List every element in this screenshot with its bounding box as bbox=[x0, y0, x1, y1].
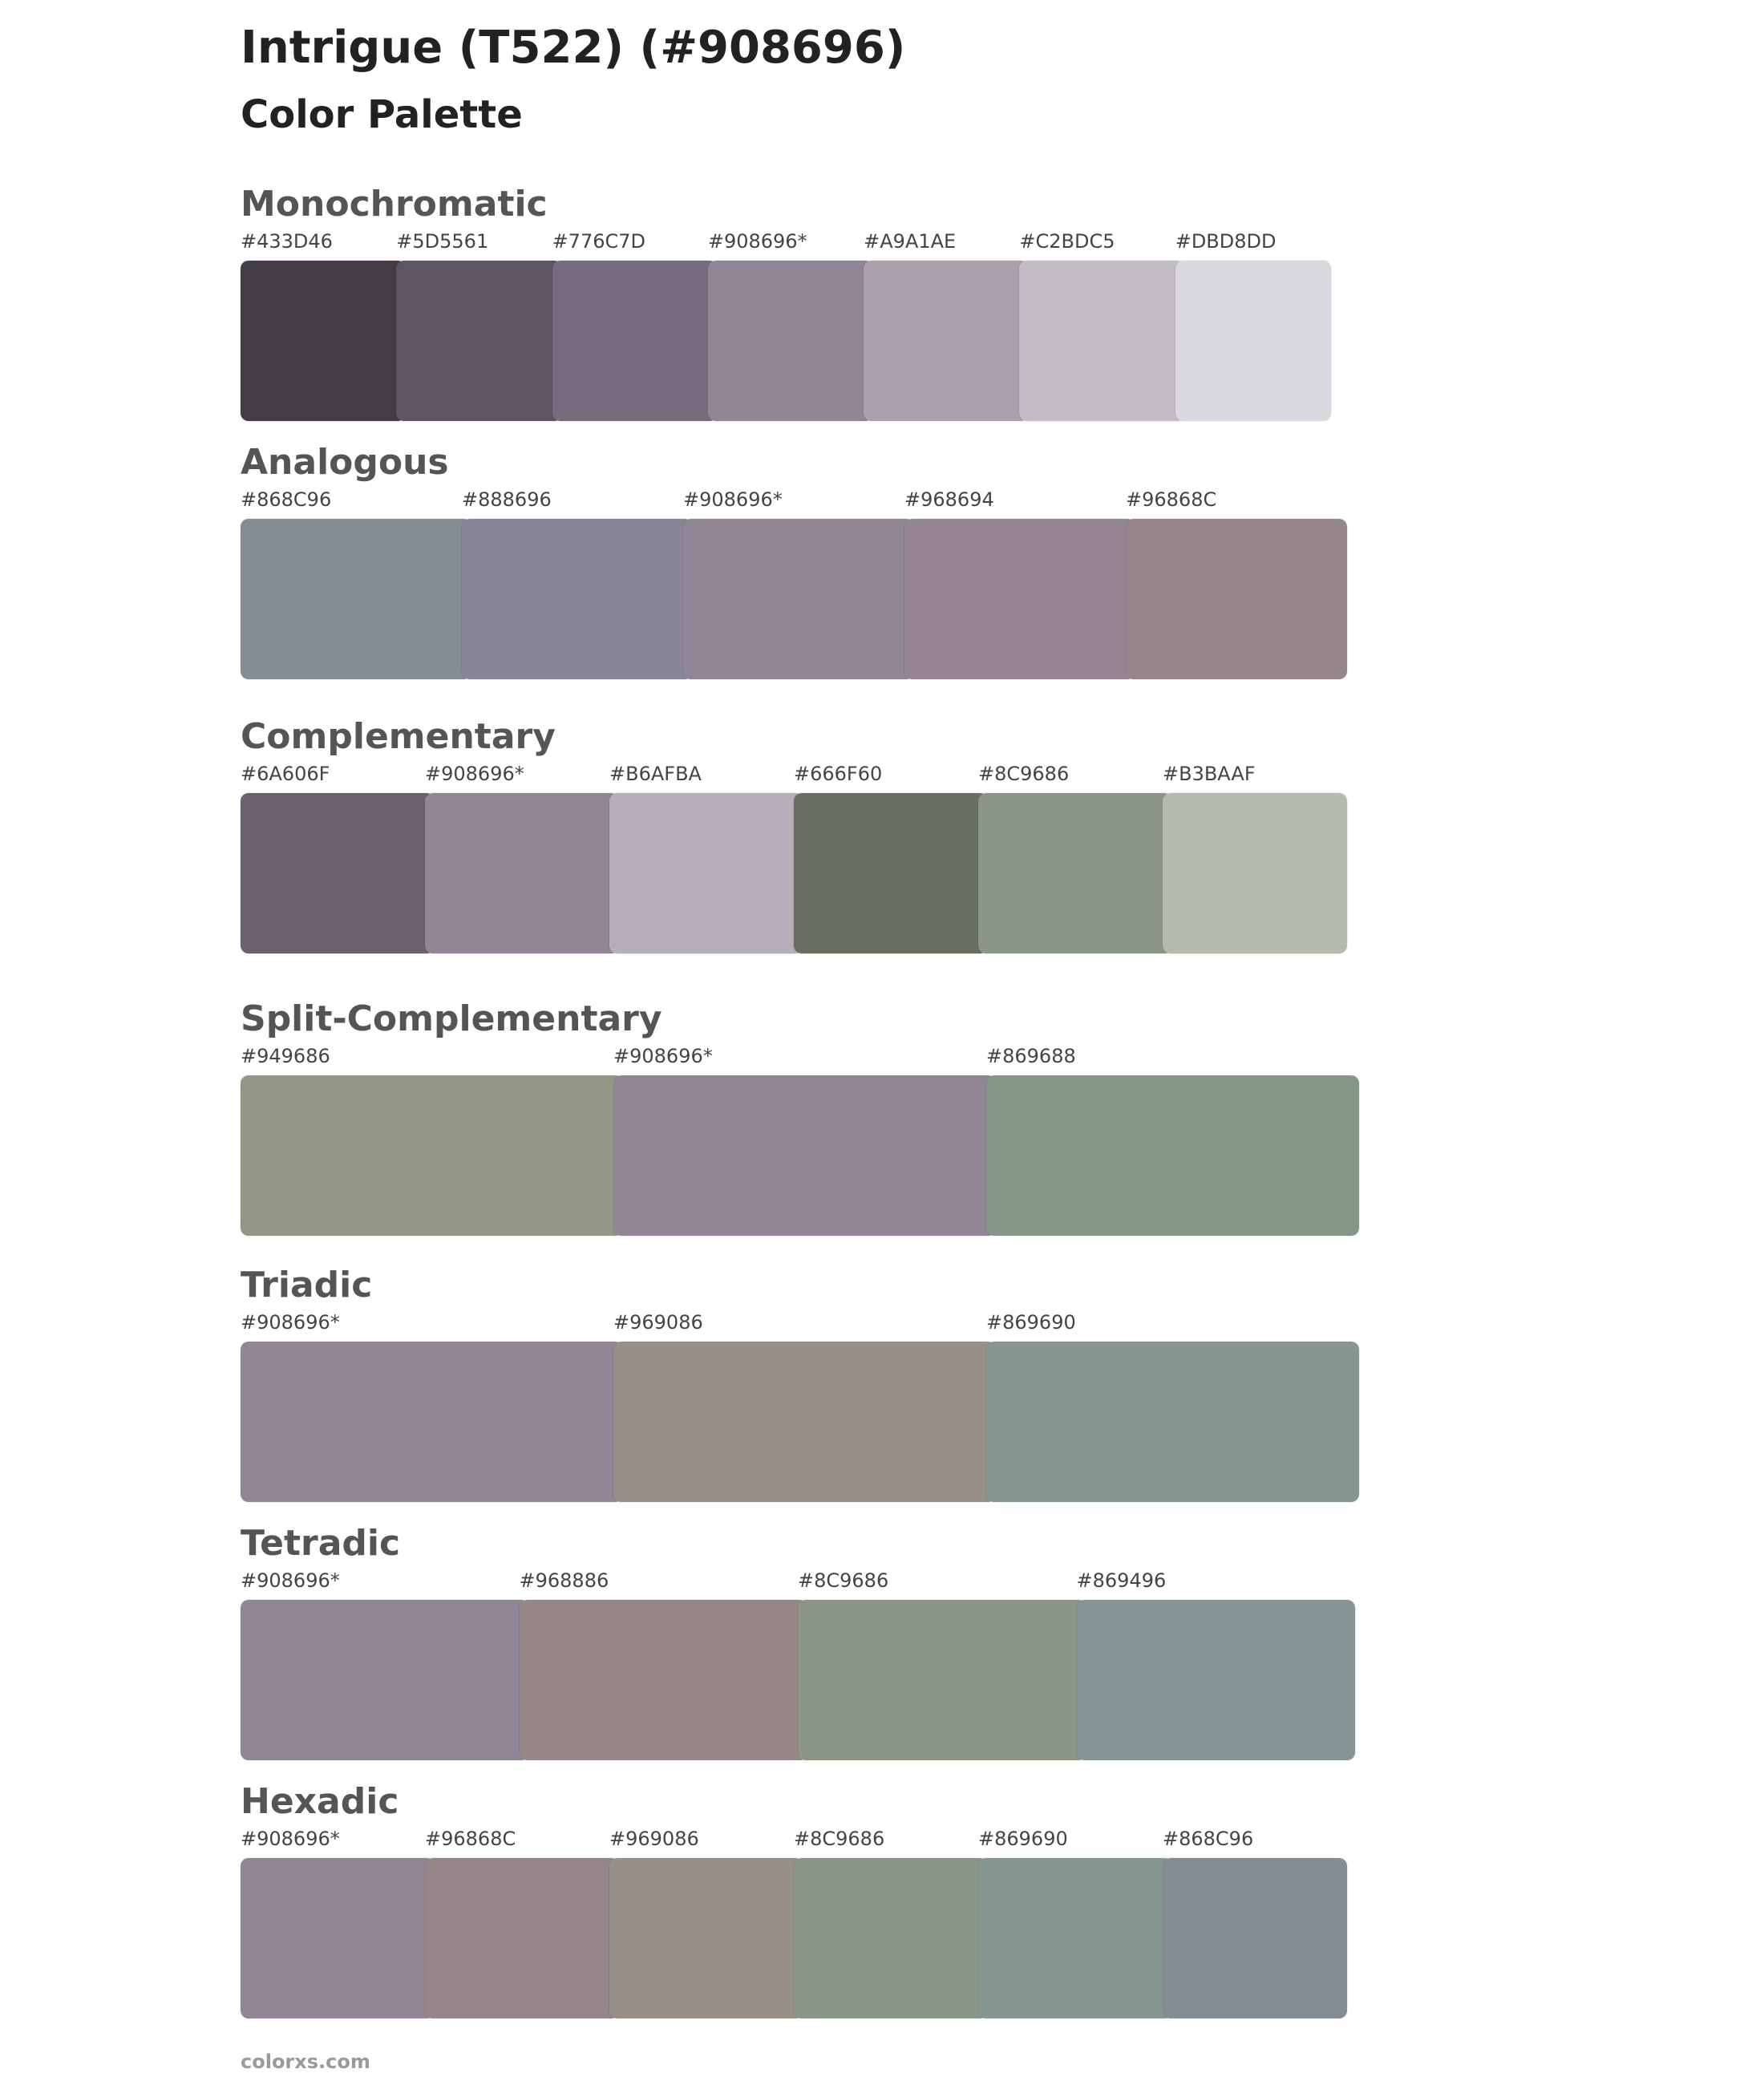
color-swatch[interactable] bbox=[241, 1600, 529, 1760]
hex-label: #869690 bbox=[978, 1828, 1068, 1850]
hex-label: #433D46 bbox=[241, 230, 333, 253]
color-swatch[interactable] bbox=[425, 1858, 619, 2018]
hex-label: #96868C bbox=[1126, 488, 1217, 511]
color-swatch[interactable] bbox=[425, 793, 619, 953]
hex-label: #96868C bbox=[425, 1828, 516, 1850]
hex-label: #869496 bbox=[1076, 1569, 1167, 1592]
hex-label: #868C96 bbox=[241, 488, 332, 511]
color-swatch[interactable] bbox=[1163, 1858, 1347, 2018]
footer-site-link[interactable]: colorxs.com bbox=[241, 2051, 370, 2073]
color-swatch[interactable] bbox=[986, 1075, 1359, 1236]
hex-label: #968694 bbox=[904, 488, 994, 511]
hex-label: #DBD8DD bbox=[1175, 230, 1276, 253]
color-swatch[interactable] bbox=[978, 1858, 1172, 2018]
color-swatch[interactable] bbox=[396, 261, 561, 421]
hex-label: #968886 bbox=[519, 1569, 609, 1592]
section-title: Triadic bbox=[241, 1265, 373, 1306]
hex-label: #869688 bbox=[986, 1045, 1076, 1067]
section-title: Monochromatic bbox=[241, 184, 548, 225]
section-title: Complementary bbox=[241, 716, 556, 757]
color-swatch[interactable] bbox=[864, 261, 1029, 421]
page-title: Intrigue (T522) (#908696) bbox=[241, 22, 906, 74]
hex-label: #8C9686 bbox=[798, 1569, 889, 1592]
swatch-bar bbox=[241, 1600, 1355, 1760]
color-swatch[interactable] bbox=[794, 793, 988, 953]
hex-label: #A9A1AE bbox=[864, 230, 957, 253]
color-swatch[interactable] bbox=[462, 519, 693, 679]
swatch-bar bbox=[241, 1075, 1359, 1236]
hex-label-row bbox=[241, 484, 1443, 516]
hex-label: #776C7D bbox=[552, 230, 645, 253]
color-swatch[interactable] bbox=[609, 793, 803, 953]
color-swatch[interactable] bbox=[613, 1075, 996, 1236]
hex-label-row bbox=[241, 1565, 1443, 1597]
page-subtitle: Color Palette bbox=[241, 92, 523, 137]
hex-label: #5D5561 bbox=[396, 230, 489, 253]
section-title: Tetradic bbox=[241, 1523, 401, 1564]
hex-label: #869690 bbox=[986, 1311, 1076, 1334]
hex-label: #908696* bbox=[707, 230, 807, 253]
hex-label: #908696* bbox=[241, 1311, 340, 1334]
color-swatch[interactable] bbox=[978, 793, 1172, 953]
hex-label-row bbox=[241, 758, 1443, 790]
hex-label: #C2BDC5 bbox=[1019, 230, 1115, 253]
hex-label: #6A606F bbox=[241, 763, 330, 785]
hex-label: #B3BAAF bbox=[1163, 763, 1256, 785]
hex-label: #969086 bbox=[609, 1828, 699, 1850]
hex-label: #969086 bbox=[613, 1311, 703, 1334]
color-swatch[interactable] bbox=[1077, 1600, 1356, 1760]
swatch-bar bbox=[241, 519, 1347, 679]
hex-label: #888696 bbox=[462, 488, 552, 511]
color-swatch[interactable] bbox=[613, 1342, 996, 1502]
color-swatch[interactable] bbox=[241, 261, 406, 421]
hex-label: #908696* bbox=[613, 1045, 713, 1067]
color-swatch[interactable] bbox=[683, 519, 914, 679]
color-swatch[interactable] bbox=[708, 261, 873, 421]
color-swatch[interactable] bbox=[241, 1858, 435, 2018]
color-swatch[interactable] bbox=[1019, 261, 1184, 421]
section-title: Analogous bbox=[241, 442, 449, 483]
color-swatch[interactable] bbox=[609, 1858, 803, 2018]
color-swatch[interactable] bbox=[904, 519, 1135, 679]
hex-label: #8C9686 bbox=[794, 1828, 885, 1850]
hex-label: #8C9686 bbox=[978, 763, 1070, 785]
hex-label: #949686 bbox=[241, 1045, 330, 1067]
color-swatch[interactable] bbox=[986, 1342, 1359, 1502]
swatch-bar bbox=[241, 1858, 1347, 2018]
hex-label: #908696* bbox=[683, 488, 783, 511]
section-title: Split-Complementary bbox=[241, 998, 662, 1039]
swatch-bar bbox=[241, 1342, 1359, 1502]
hex-label: #B6AFBA bbox=[609, 763, 702, 785]
color-swatch[interactable] bbox=[241, 793, 435, 953]
hex-label: #666F60 bbox=[794, 763, 883, 785]
color-swatch[interactable] bbox=[794, 1858, 988, 2018]
hex-label-row bbox=[241, 225, 1443, 257]
color-swatch[interactable] bbox=[798, 1600, 1086, 1760]
hex-label-row bbox=[241, 1040, 1443, 1072]
swatch-bar bbox=[241, 261, 1331, 421]
hex-label: #908696* bbox=[425, 763, 524, 785]
color-swatch[interactable] bbox=[552, 261, 718, 421]
hex-label-row bbox=[241, 1306, 1443, 1338]
swatch-bar bbox=[241, 793, 1347, 953]
section-title: Hexadic bbox=[241, 1781, 399, 1822]
hex-label: #908696* bbox=[241, 1569, 340, 1592]
color-swatch[interactable] bbox=[241, 1342, 623, 1502]
color-swatch[interactable] bbox=[1163, 793, 1347, 953]
color-swatch[interactable] bbox=[1175, 261, 1331, 421]
color-swatch[interactable] bbox=[241, 519, 471, 679]
hex-label: #908696* bbox=[241, 1828, 340, 1850]
hex-label: #868C96 bbox=[1163, 1828, 1254, 1850]
color-swatch[interactable] bbox=[520, 1600, 808, 1760]
color-swatch[interactable] bbox=[241, 1075, 623, 1236]
hex-label-row bbox=[241, 1823, 1443, 1855]
color-swatch[interactable] bbox=[1126, 519, 1347, 679]
